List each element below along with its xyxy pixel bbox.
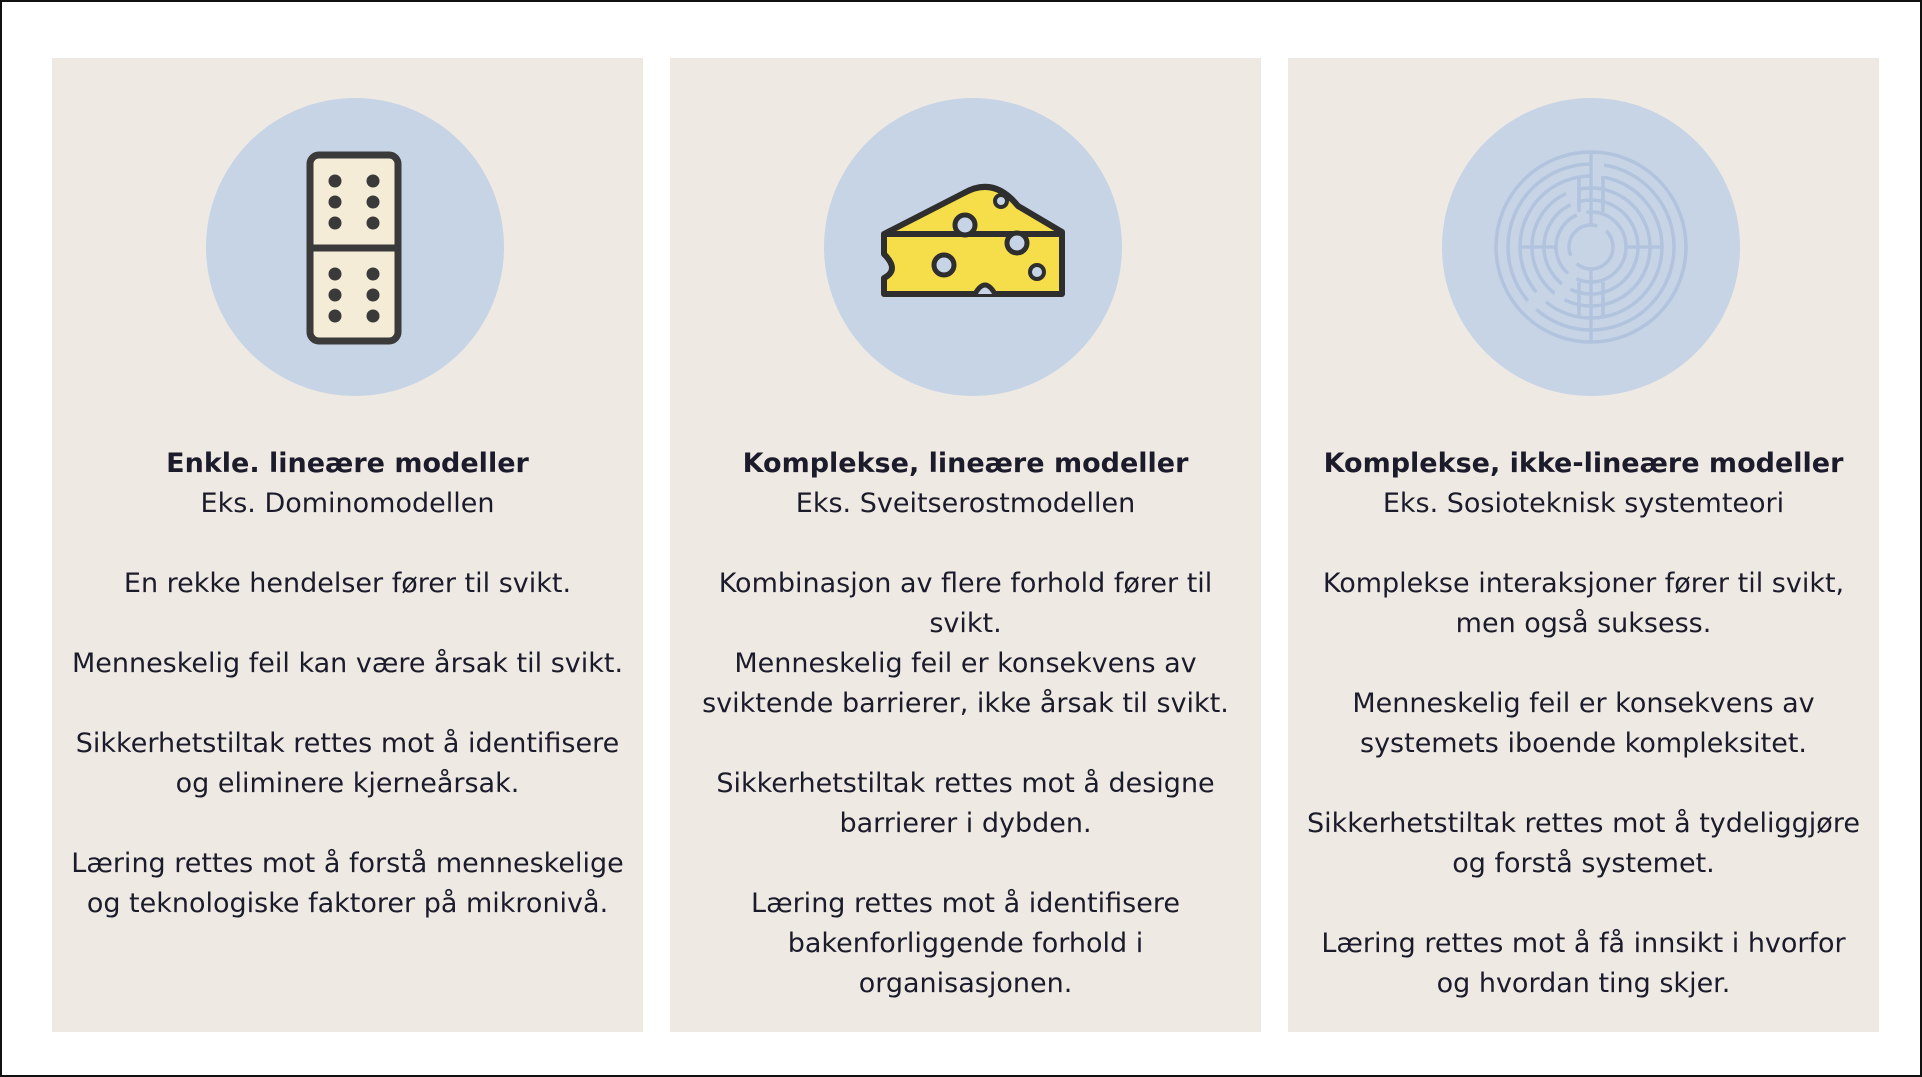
card-paragraph: Læring rettes mot å identifisere bakenforliggende forhold i organisasjonen.	[751, 888, 1180, 999]
card-text	[66, 444, 629, 924]
card-paragraph: Læring rettes mot å forstå menneskelige og teknologiske faktorer på mikronivå.	[71, 848, 624, 919]
model-card-simple-linear	[52, 58, 643, 1032]
model-card-complex-linear	[670, 58, 1261, 1032]
card-title: Enkle. lineære modeller	[166, 448, 529, 479]
card-paragraph: Sikkerhetstiltak rettes mot å tydeliggjøre og forstå systemet.	[1307, 808, 1860, 879]
card-example: Eks. Dominomodellen	[200, 488, 495, 519]
card-paragraph: Læring rettes mot å få innsikt i hvorfor og hvordan ting skjer.	[1321, 928, 1846, 999]
card-paragraph: Menneskelig feil kan være årsak til svikt.	[71, 648, 624, 679]
card-text	[684, 444, 1247, 1004]
icon-circle	[206, 98, 504, 396]
card-text	[1302, 444, 1865, 1004]
card-paragraph: Sikkerhetstiltak rettes mot å designe barrierer i dybden.	[716, 768, 1215, 839]
card-paragraph: Komplekse interaksjoner fører til svikt, men også suksess.	[1322, 568, 1845, 639]
card-title: Komplekse, lineære modeller	[742, 448, 1189, 479]
model-card-complex-nonlinear	[1288, 58, 1879, 1032]
card-paragraph: Menneskelig feil er konsekvens av systemets iboende kompleksitet.	[1352, 688, 1815, 759]
domino-icon	[206, 98, 504, 396]
card-paragraph: Kombinasjon av flere forhold fører til svikt.	[718, 568, 1213, 639]
cheese-icon	[824, 98, 1122, 396]
card-example: Eks. Sosioteknisk systemteori	[1382, 488, 1785, 519]
card-example: Eks. Sveitserostmodellen	[795, 488, 1136, 519]
card-paragraph: Menneskelig feil er konsekvens av sviktende barrierer, ikke årsak til svikt.	[702, 648, 1229, 719]
card-title: Komplekse, ikke-lineære modeller	[1323, 448, 1844, 479]
labyrinth-icon	[1442, 98, 1740, 396]
card-paragraph: Sikkerhetstiltak rettes mot å identifisere og eliminere kjerneårsak.	[75, 728, 620, 799]
icon-circle	[1442, 98, 1740, 396]
card-paragraph: En rekke hendelser fører til svikt.	[123, 568, 572, 599]
icon-circle	[824, 98, 1122, 396]
